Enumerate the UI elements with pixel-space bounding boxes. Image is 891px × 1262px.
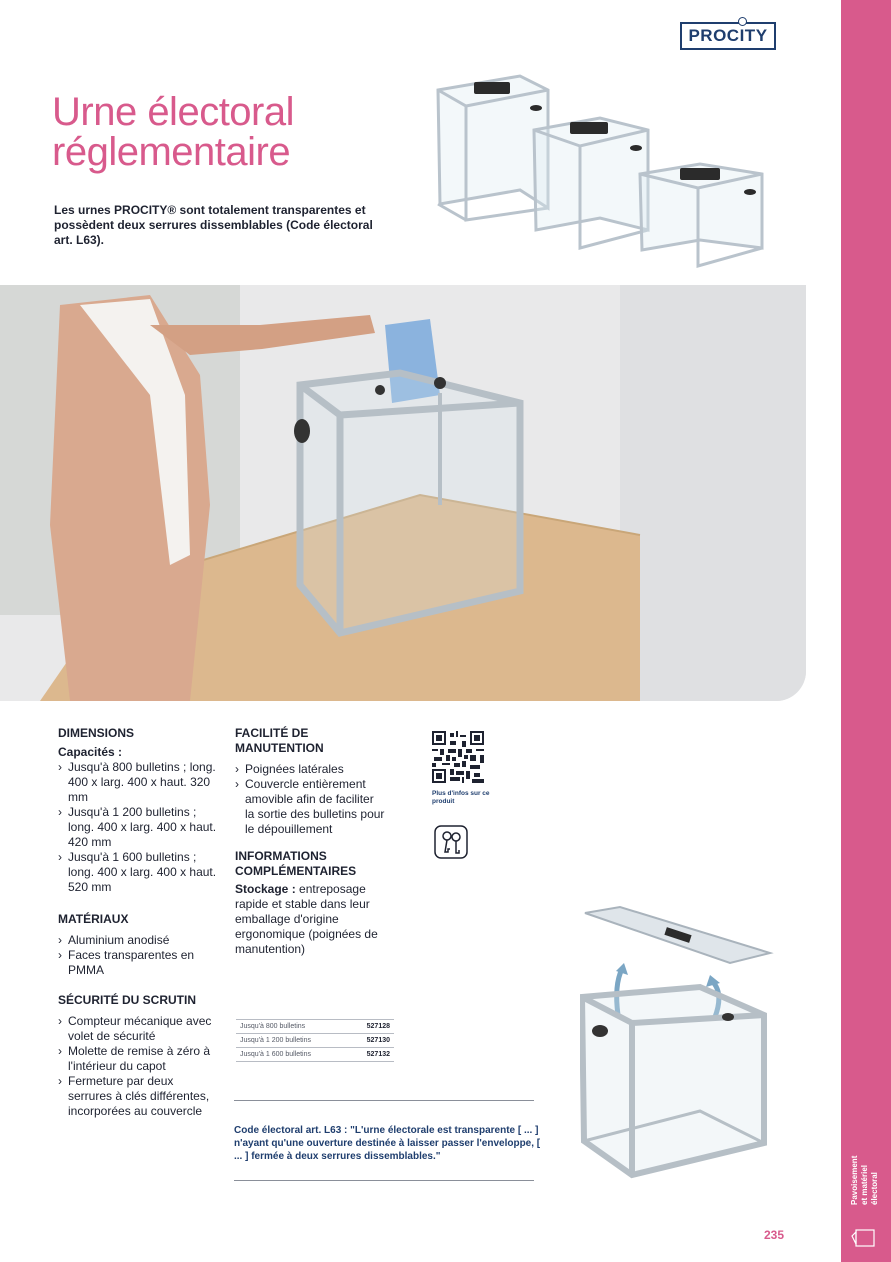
- ref-label: Jusqu'à 1 200 bulletins: [236, 1034, 349, 1048]
- info-heading: INFORMATIONS COMPLÉMENTAIRES: [235, 849, 357, 878]
- title-line1: Urne électoral: [52, 90, 295, 134]
- info-section: [235, 849, 385, 957]
- table-row: [236, 1034, 394, 1048]
- flag-icon: [850, 1226, 878, 1250]
- side-band: [841, 0, 891, 1262]
- dimensions-heading: DIMENSIONS: [58, 726, 135, 740]
- table-row: [236, 1020, 394, 1034]
- materials-list: [58, 933, 218, 978]
- storage-label: Stockage :: [235, 882, 296, 896]
- intro-text: Les urnes PROCITY® sont totalement transparentes et possèdent deux serrures dissemblables (Code électoral art. L63).: [54, 203, 373, 247]
- quote-divider-bottom: [234, 1180, 534, 1181]
- title-line2: réglementaire: [52, 130, 291, 174]
- hero-photo: [0, 285, 806, 701]
- handling-list: [235, 762, 385, 837]
- voting-scene-illustration: [0, 285, 806, 701]
- reference-table: [236, 1019, 394, 1062]
- ref-label: Jusqu'à 800 bulletins: [236, 1020, 349, 1034]
- list-item: › Compteur mécanique avec volet de sécurité: [58, 1014, 218, 1044]
- capacities-subheading: Capacités :: [58, 745, 123, 759]
- dimensions-section: [58, 726, 218, 895]
- list-item: › Aluminium anodisé: [58, 933, 218, 948]
- list-item: › Jusqu'à 1 200 bulletins ; long. 400 x larg. 400 x haut. 420 mm: [58, 805, 218, 850]
- handling-heading: FACILITÉ DE MANUTENTION: [235, 726, 324, 755]
- side-band-line2: et matériel électoral: [860, 1164, 879, 1205]
- list-item: › Fermeture par deux serrures à clés différentes, incorporées au couvercle: [58, 1074, 218, 1119]
- ref-label: Jusqu'à 1 600 bulletins: [236, 1048, 349, 1062]
- list-item: › Jusqu'à 800 bulletins ; long. 400 x larg. 400 x haut. 320 mm: [58, 760, 218, 805]
- keys-icon: [434, 825, 468, 859]
- quote-divider-top: [234, 1100, 534, 1101]
- storage-description: entreposage rapide et stable dans leur emballage d'origine ergonomique (poignées de manutention): [235, 882, 378, 956]
- ref-code: 527132: [349, 1048, 394, 1062]
- urns-product-image: [430, 70, 770, 270]
- qr-caption: Plus d'infos sur ce produit: [432, 790, 490, 805]
- security-list: [58, 1014, 218, 1119]
- security-heading: SÉCURITÉ DU SCRUTIN: [58, 993, 197, 1007]
- handling-section: [235, 726, 385, 837]
- list-item: › Molette de remise à zéro à l'intérieur du capot: [58, 1044, 218, 1074]
- list-item: › Couvercle entièrement amovible afin de faciliter la sortie des bulletins pour le dépouillement: [235, 777, 385, 837]
- security-section: [58, 993, 218, 1119]
- qr-code-icon[interactable]: [432, 731, 484, 783]
- list-item: › Jusqu'à 1 600 bulletins ; long. 400 x larg. 400 x haut. 520 mm: [58, 850, 218, 895]
- page-title: [52, 92, 412, 172]
- page-number: 235: [764, 1228, 785, 1242]
- open-urn-image: [580, 905, 780, 1180]
- side-band-label: [850, 1135, 890, 1205]
- procity-logo: PROCITY: [680, 22, 776, 50]
- materials-section: [58, 912, 218, 978]
- legal-quote: Code électoral art. L63 : "L'urne électorale est transparente [ ... ] n'ayant qu'une ouverture destinée à laisser passer l'enveloppe, [ ... ] fermée à deux serrures dissemblables.": [234, 1125, 541, 1162]
- dimensions-list: [58, 760, 218, 895]
- ref-code: 527130: [349, 1034, 394, 1048]
- list-item: › Faces transparentes en PMMA: [58, 948, 218, 978]
- materials-heading: MATÉRIAUX: [58, 912, 129, 926]
- list-item: › Poignées latérales: [235, 762, 385, 777]
- storage-text: [235, 882, 385, 957]
- ref-code: 527128: [349, 1020, 394, 1034]
- table-row: [236, 1048, 394, 1062]
- logo-ring-icon: [738, 17, 747, 26]
- side-band-line1: Pavoisement: [850, 1155, 859, 1205]
